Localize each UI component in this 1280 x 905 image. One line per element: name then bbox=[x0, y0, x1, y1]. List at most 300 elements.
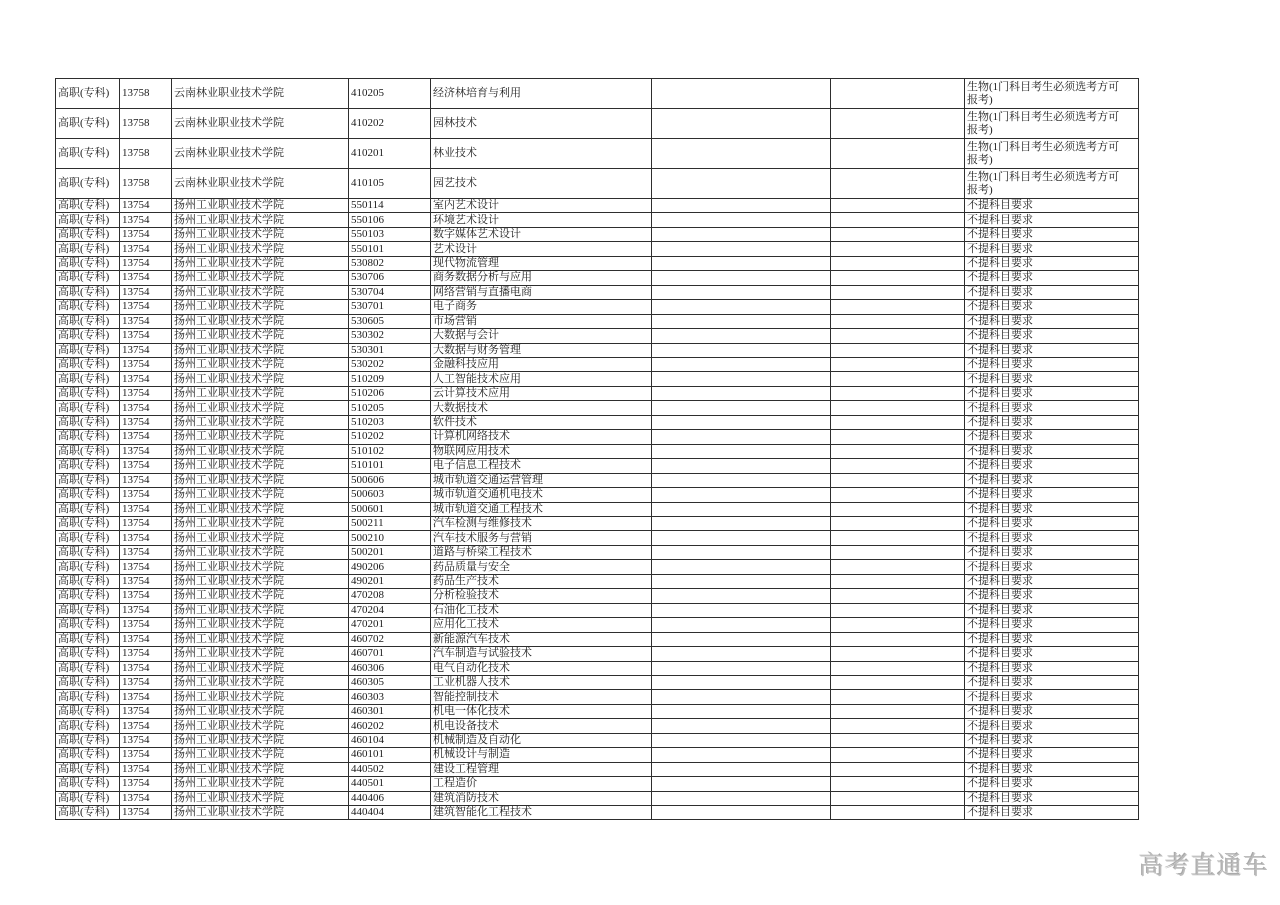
cell-col6 bbox=[652, 271, 831, 285]
cell-school_name bbox=[172, 516, 349, 530]
cell-major_name bbox=[431, 329, 652, 343]
cell-text: 园艺技术 bbox=[433, 177, 477, 189]
cell-text: 扬州工业职业技术学院 bbox=[174, 228, 284, 241]
cell-text: 13754 bbox=[122, 560, 150, 573]
cell-text: 不提科目要求 bbox=[967, 733, 1033, 746]
cell-level bbox=[56, 690, 120, 704]
cell-text: 扬州工业职业技术学院 bbox=[174, 387, 284, 400]
cell-requirement bbox=[965, 574, 1139, 588]
cell-level bbox=[56, 603, 120, 617]
cell-text: 510206 bbox=[351, 387, 384, 400]
cell-major_name bbox=[431, 762, 652, 776]
cell-text: 不提科目要求 bbox=[967, 806, 1033, 819]
cell-major_code bbox=[349, 632, 431, 646]
cell-school_name bbox=[172, 139, 349, 169]
cell-text: 扬州工业职业技术学院 bbox=[174, 444, 284, 457]
cell-text: 扬州工业职业技术学院 bbox=[174, 531, 284, 544]
cell-requirement bbox=[965, 473, 1139, 487]
cell-school_code bbox=[120, 545, 172, 559]
cell-text: 不提科目要求 bbox=[967, 300, 1033, 313]
cell-major_code bbox=[349, 603, 431, 617]
cell-school_code bbox=[120, 300, 172, 314]
cell-requirement bbox=[965, 618, 1139, 632]
cell-major_code bbox=[349, 777, 431, 791]
cell-requirement bbox=[965, 762, 1139, 776]
cell-school_code bbox=[120, 430, 172, 444]
cell-text: 不提科目要求 bbox=[967, 401, 1033, 414]
cell-text: 药品质量与安全 bbox=[433, 560, 510, 573]
cell-text: 高职(专科) bbox=[58, 387, 110, 400]
cell-col6 bbox=[652, 285, 831, 299]
cell-text: 生物(1门科目考生必须选考方可报考) bbox=[967, 80, 1120, 106]
cell-major_name bbox=[431, 488, 652, 502]
cell-school_code bbox=[120, 459, 172, 473]
cell-school_name bbox=[172, 733, 349, 747]
cell-text: 扬州工业职业技术学院 bbox=[174, 647, 284, 660]
cell-text: 不提科目要求 bbox=[967, 329, 1033, 342]
cell-text: 13754 bbox=[122, 300, 150, 313]
cell-requirement bbox=[965, 343, 1139, 357]
cell-text: 13754 bbox=[122, 401, 150, 414]
cell-text: 环境艺术设计 bbox=[433, 213, 499, 226]
cell-school_name bbox=[172, 777, 349, 791]
cell-text: 大数据与财务管理 bbox=[433, 343, 521, 356]
cell-major_code bbox=[349, 227, 431, 241]
cell-col6 bbox=[652, 791, 831, 805]
cell-text: 13754 bbox=[122, 791, 150, 804]
cell-major_code bbox=[349, 618, 431, 632]
cell-text: 扬州工业职业技术学院 bbox=[174, 560, 284, 573]
cell-level bbox=[56, 329, 120, 343]
cell-text: 云南林业职业技术学院 bbox=[174, 177, 284, 189]
cell-col7 bbox=[831, 227, 965, 241]
cell-text: 不提科目要求 bbox=[967, 271, 1033, 284]
cell-school_name bbox=[172, 415, 349, 429]
cell-major_code bbox=[349, 531, 431, 545]
table-row bbox=[56, 271, 1139, 285]
cell-text: 不提科目要求 bbox=[967, 661, 1033, 674]
cell-school_code bbox=[120, 690, 172, 704]
cell-text: 13758 bbox=[122, 147, 150, 159]
cell-major_code bbox=[349, 444, 431, 458]
cell-col7 bbox=[831, 314, 965, 328]
cell-school_code bbox=[120, 632, 172, 646]
cell-text: 13754 bbox=[122, 705, 150, 718]
cell-text: 机械制造及自动化 bbox=[433, 733, 521, 746]
cell-text: 软件技术 bbox=[433, 416, 477, 429]
cell-col7 bbox=[831, 300, 965, 314]
cell-major_name bbox=[431, 139, 652, 169]
cell-school_name bbox=[172, 574, 349, 588]
cell-text: 13754 bbox=[122, 676, 150, 689]
cell-major_code bbox=[349, 285, 431, 299]
cell-text: 不提科目要求 bbox=[967, 632, 1033, 645]
cell-requirement bbox=[965, 531, 1139, 545]
cell-text: 扬州工业职业技术学院 bbox=[174, 213, 284, 226]
cell-text: 470208 bbox=[351, 589, 384, 602]
cell-text: 经济林培育与利用 bbox=[433, 87, 521, 99]
cell-col7 bbox=[831, 806, 965, 820]
cell-text: 扬州工业职业技术学院 bbox=[174, 343, 284, 356]
cell-col6 bbox=[652, 329, 831, 343]
cell-requirement bbox=[965, 213, 1139, 227]
cell-school_name bbox=[172, 199, 349, 213]
cell-major_code bbox=[349, 675, 431, 689]
cell-col7 bbox=[831, 459, 965, 473]
cell-major_code bbox=[349, 256, 431, 270]
cell-text: 460701 bbox=[351, 647, 384, 660]
cell-col7 bbox=[831, 415, 965, 429]
cell-school_code bbox=[120, 603, 172, 617]
table-row bbox=[56, 719, 1139, 733]
cell-text: 530202 bbox=[351, 358, 384, 371]
cell-text: 电子信息工程技术 bbox=[433, 459, 521, 472]
cell-text: 高职(专科) bbox=[58, 733, 110, 746]
table-row bbox=[56, 109, 1139, 139]
cell-text: 13754 bbox=[122, 285, 150, 298]
cell-text: 扬州工业职业技术学院 bbox=[174, 748, 284, 761]
cell-text: 不提科目要求 bbox=[967, 705, 1033, 718]
cell-text: 商务数据分析与应用 bbox=[433, 271, 532, 284]
table-row bbox=[56, 589, 1139, 603]
cell-level bbox=[56, 531, 120, 545]
cell-text: 不提科目要求 bbox=[967, 589, 1033, 602]
cell-text: 扬州工业职业技术学院 bbox=[174, 719, 284, 732]
cell-col6 bbox=[652, 401, 831, 415]
cell-text: 现代物流管理 bbox=[433, 257, 499, 270]
cell-text: 智能控制技术 bbox=[433, 690, 499, 703]
table-body bbox=[56, 79, 1139, 820]
cell-text: 410205 bbox=[351, 87, 384, 99]
cell-col6 bbox=[652, 314, 831, 328]
cell-school_name bbox=[172, 271, 349, 285]
cell-text: 460702 bbox=[351, 632, 384, 645]
cell-school_name bbox=[172, 473, 349, 487]
cell-major_code bbox=[349, 300, 431, 314]
cell-text: 高职(专科) bbox=[58, 676, 110, 689]
cell-text: 不提科目要求 bbox=[967, 285, 1033, 298]
cell-school_name bbox=[172, 109, 349, 139]
cell-school_code bbox=[120, 675, 172, 689]
cell-major_code bbox=[349, 271, 431, 285]
cell-level bbox=[56, 806, 120, 820]
cell-col6 bbox=[652, 690, 831, 704]
cell-text: 工程造价 bbox=[433, 777, 477, 790]
cell-col6 bbox=[652, 675, 831, 689]
cell-col6 bbox=[652, 459, 831, 473]
cell-text: 扬州工业职业技术学院 bbox=[174, 603, 284, 616]
table-row bbox=[56, 618, 1139, 632]
cell-level bbox=[56, 256, 120, 270]
cell-school_code bbox=[120, 242, 172, 256]
cell-major_code bbox=[349, 343, 431, 357]
cell-text: 高职(专科) bbox=[58, 343, 110, 356]
cell-text: 13754 bbox=[122, 314, 150, 327]
cell-text: 扬州工业职业技术学院 bbox=[174, 661, 284, 674]
cell-requirement bbox=[965, 79, 1139, 109]
cell-col6 bbox=[652, 213, 831, 227]
cell-major_code bbox=[349, 733, 431, 747]
cell-text: 大数据技术 bbox=[433, 401, 488, 414]
cell-text: 金融科技应用 bbox=[433, 358, 499, 371]
cell-text: 440404 bbox=[351, 806, 384, 819]
cell-school_code bbox=[120, 401, 172, 415]
cell-text: 不提科目要求 bbox=[967, 618, 1033, 631]
cell-major_code bbox=[349, 502, 431, 516]
cell-col7 bbox=[831, 271, 965, 285]
table-row bbox=[56, 777, 1139, 791]
cell-col6 bbox=[652, 343, 831, 357]
table-row bbox=[56, 139, 1139, 169]
cell-text: 13754 bbox=[122, 748, 150, 761]
cell-school_name bbox=[172, 502, 349, 516]
table-row bbox=[56, 444, 1139, 458]
cell-col6 bbox=[652, 109, 831, 139]
cell-col7 bbox=[831, 647, 965, 661]
cell-school_name bbox=[172, 589, 349, 603]
cell-text: 13754 bbox=[122, 647, 150, 660]
cell-level bbox=[56, 560, 120, 574]
cell-text: 13754 bbox=[122, 719, 150, 732]
cell-requirement bbox=[965, 415, 1139, 429]
cell-major_name bbox=[431, 748, 652, 762]
cell-level bbox=[56, 473, 120, 487]
cell-requirement bbox=[965, 314, 1139, 328]
cell-text: 扬州工业职业技术学院 bbox=[174, 733, 284, 746]
cell-school_name bbox=[172, 79, 349, 109]
cell-text: 城市轨道交通运营管理 bbox=[433, 473, 543, 486]
cell-major_name bbox=[431, 357, 652, 371]
cell-major_code bbox=[349, 748, 431, 762]
cell-school_code bbox=[120, 343, 172, 357]
cell-requirement bbox=[965, 806, 1139, 820]
cell-text: 不提科目要求 bbox=[967, 213, 1033, 226]
table-row bbox=[56, 242, 1139, 256]
table-row bbox=[56, 748, 1139, 762]
table-row bbox=[56, 806, 1139, 820]
cell-major_name bbox=[431, 791, 652, 805]
cell-school_name bbox=[172, 762, 349, 776]
cell-major_name bbox=[431, 285, 652, 299]
cell-text: 不提科目要求 bbox=[967, 488, 1033, 501]
cell-level bbox=[56, 632, 120, 646]
cell-col6 bbox=[652, 589, 831, 603]
cell-text: 470204 bbox=[351, 603, 384, 616]
cell-text: 500603 bbox=[351, 488, 384, 501]
cell-text: 高职(专科) bbox=[58, 444, 110, 457]
cell-requirement bbox=[965, 675, 1139, 689]
cell-major_name bbox=[431, 719, 652, 733]
cell-text: 13754 bbox=[122, 444, 150, 457]
table-row bbox=[56, 401, 1139, 415]
cell-school_code bbox=[120, 213, 172, 227]
cell-school_code bbox=[120, 79, 172, 109]
cell-text: 不提科目要求 bbox=[967, 647, 1033, 660]
cell-text: 扬州工业职业技术学院 bbox=[174, 314, 284, 327]
cell-col7 bbox=[831, 531, 965, 545]
cell-school_name bbox=[172, 647, 349, 661]
cell-level bbox=[56, 762, 120, 776]
table-row bbox=[56, 357, 1139, 371]
cell-major_code bbox=[349, 109, 431, 139]
cell-level bbox=[56, 139, 120, 169]
cell-col7 bbox=[831, 109, 965, 139]
cell-text: 不提科目要求 bbox=[967, 257, 1033, 270]
cell-text: 城市轨道交通工程技术 bbox=[433, 502, 543, 515]
cell-level bbox=[56, 459, 120, 473]
cell-major_name bbox=[431, 300, 652, 314]
table-row bbox=[56, 762, 1139, 776]
cell-text: 13754 bbox=[122, 575, 150, 587]
cell-school_code bbox=[120, 777, 172, 791]
cell-school_name bbox=[172, 256, 349, 270]
table-row bbox=[56, 704, 1139, 718]
cell-text: 高职(专科) bbox=[58, 459, 110, 472]
cell-level bbox=[56, 109, 120, 139]
cell-major_name bbox=[431, 516, 652, 530]
cell-text: 扬州工业职业技术学院 bbox=[174, 271, 284, 284]
cell-text: 500601 bbox=[351, 502, 384, 515]
cell-text: 不提科目要求 bbox=[967, 199, 1033, 212]
cell-text: 530302 bbox=[351, 329, 384, 342]
cell-text: 490206 bbox=[351, 560, 384, 573]
cell-text: 不提科目要求 bbox=[967, 560, 1033, 573]
cell-major_name bbox=[431, 675, 652, 689]
cell-school_name bbox=[172, 459, 349, 473]
cell-major_name bbox=[431, 242, 652, 256]
cell-text: 建设工程管理 bbox=[433, 762, 499, 775]
cell-col6 bbox=[652, 733, 831, 747]
cell-text: 生物(1门科目考生必须选考方可报考) bbox=[967, 140, 1120, 166]
cell-requirement bbox=[965, 444, 1139, 458]
cell-school_name bbox=[172, 545, 349, 559]
cell-text: 13754 bbox=[122, 762, 150, 775]
cell-col7 bbox=[831, 545, 965, 559]
cell-text: 市场营销 bbox=[433, 314, 477, 327]
cell-text: 云南林业职业技术学院 bbox=[174, 147, 284, 159]
cell-text: 高职(专科) bbox=[58, 690, 110, 703]
cell-requirement bbox=[965, 589, 1139, 603]
cell-col6 bbox=[652, 444, 831, 458]
cell-text: 不提科目要求 bbox=[967, 791, 1033, 804]
cell-major_code bbox=[349, 719, 431, 733]
cell-text: 13754 bbox=[122, 459, 150, 472]
cell-col6 bbox=[652, 603, 831, 617]
cell-text: 13758 bbox=[122, 177, 150, 189]
cell-text: 高职(专科) bbox=[58, 777, 110, 790]
cell-text: 13754 bbox=[122, 473, 150, 486]
cell-text: 扬州工业职业技术学院 bbox=[174, 372, 284, 385]
cell-text: 扬州工业职业技术学院 bbox=[174, 589, 284, 602]
cell-text: 高职(专科) bbox=[58, 762, 110, 775]
cell-col7 bbox=[831, 488, 965, 502]
cell-col6 bbox=[652, 647, 831, 661]
cell-text: 云计算技术应用 bbox=[433, 387, 510, 400]
cell-level bbox=[56, 748, 120, 762]
cell-text: 高职(专科) bbox=[58, 329, 110, 342]
cell-text: 扬州工业职业技术学院 bbox=[174, 517, 284, 530]
cell-text: 扬州工业职业技术学院 bbox=[174, 473, 284, 486]
cell-col7 bbox=[831, 661, 965, 675]
cell-text: 不提科目要求 bbox=[967, 748, 1033, 761]
cell-school_code bbox=[120, 719, 172, 733]
admissions-table bbox=[55, 78, 1139, 820]
cell-major_code bbox=[349, 213, 431, 227]
cell-col7 bbox=[831, 748, 965, 762]
cell-text: 扬州工业职业技术学院 bbox=[174, 416, 284, 429]
cell-major_name bbox=[431, 733, 652, 747]
cell-school_name bbox=[172, 690, 349, 704]
cell-text: 510202 bbox=[351, 430, 384, 443]
cell-school_code bbox=[120, 647, 172, 661]
cell-requirement bbox=[965, 791, 1139, 805]
cell-school_name bbox=[172, 719, 349, 733]
cell-text: 高职(专科) bbox=[58, 314, 110, 327]
cell-text: 500211 bbox=[351, 517, 384, 530]
cell-major_name bbox=[431, 647, 652, 661]
cell-school_name bbox=[172, 444, 349, 458]
cell-text: 高职(专科) bbox=[58, 228, 110, 241]
cell-level bbox=[56, 227, 120, 241]
cell-col7 bbox=[831, 169, 965, 199]
cell-requirement bbox=[965, 488, 1139, 502]
cell-major_name bbox=[431, 560, 652, 574]
cell-requirement bbox=[965, 704, 1139, 718]
cell-col7 bbox=[831, 618, 965, 632]
table-row bbox=[56, 473, 1139, 487]
cell-text: 工业机器人技术 bbox=[433, 676, 510, 689]
cell-major_name bbox=[431, 589, 652, 603]
cell-text: 扬州工业职业技术学院 bbox=[174, 676, 284, 689]
cell-school_name bbox=[172, 227, 349, 241]
cell-text: 高职(专科) bbox=[58, 358, 110, 371]
cell-col7 bbox=[831, 502, 965, 516]
cell-col7 bbox=[831, 675, 965, 689]
cell-text: 13754 bbox=[122, 271, 150, 284]
cell-text: 高职(专科) bbox=[58, 257, 110, 270]
cell-level bbox=[56, 516, 120, 530]
cell-text: 不提科目要求 bbox=[967, 546, 1033, 559]
cell-col6 bbox=[652, 574, 831, 588]
table-row bbox=[56, 502, 1139, 516]
cell-level bbox=[56, 343, 120, 357]
cell-text: 不提科目要求 bbox=[967, 228, 1033, 241]
cell-text: 扬州工业职业技术学院 bbox=[174, 199, 284, 212]
cell-text: 不提科目要求 bbox=[967, 459, 1033, 472]
cell-major_code bbox=[349, 430, 431, 444]
cell-text: 扬州工业职业技术学院 bbox=[174, 705, 284, 718]
cell-text: 530704 bbox=[351, 285, 384, 298]
cell-text: 高职(专科) bbox=[58, 575, 110, 587]
cell-level bbox=[56, 300, 120, 314]
cell-school_name bbox=[172, 343, 349, 357]
cell-major_name bbox=[431, 444, 652, 458]
cell-level bbox=[56, 242, 120, 256]
cell-school_code bbox=[120, 109, 172, 139]
cell-col7 bbox=[831, 242, 965, 256]
cell-col6 bbox=[652, 386, 831, 400]
cell-text: 不提科目要求 bbox=[967, 314, 1033, 327]
cell-text: 440501 bbox=[351, 777, 384, 790]
cell-level bbox=[56, 314, 120, 328]
cell-col7 bbox=[831, 516, 965, 530]
table-row bbox=[56, 256, 1139, 270]
cell-col6 bbox=[652, 661, 831, 675]
cell-text: 高职(专科) bbox=[58, 806, 110, 819]
cell-text: 530301 bbox=[351, 343, 384, 356]
cell-col7 bbox=[831, 386, 965, 400]
cell-text: 不提科目要求 bbox=[967, 575, 1033, 587]
